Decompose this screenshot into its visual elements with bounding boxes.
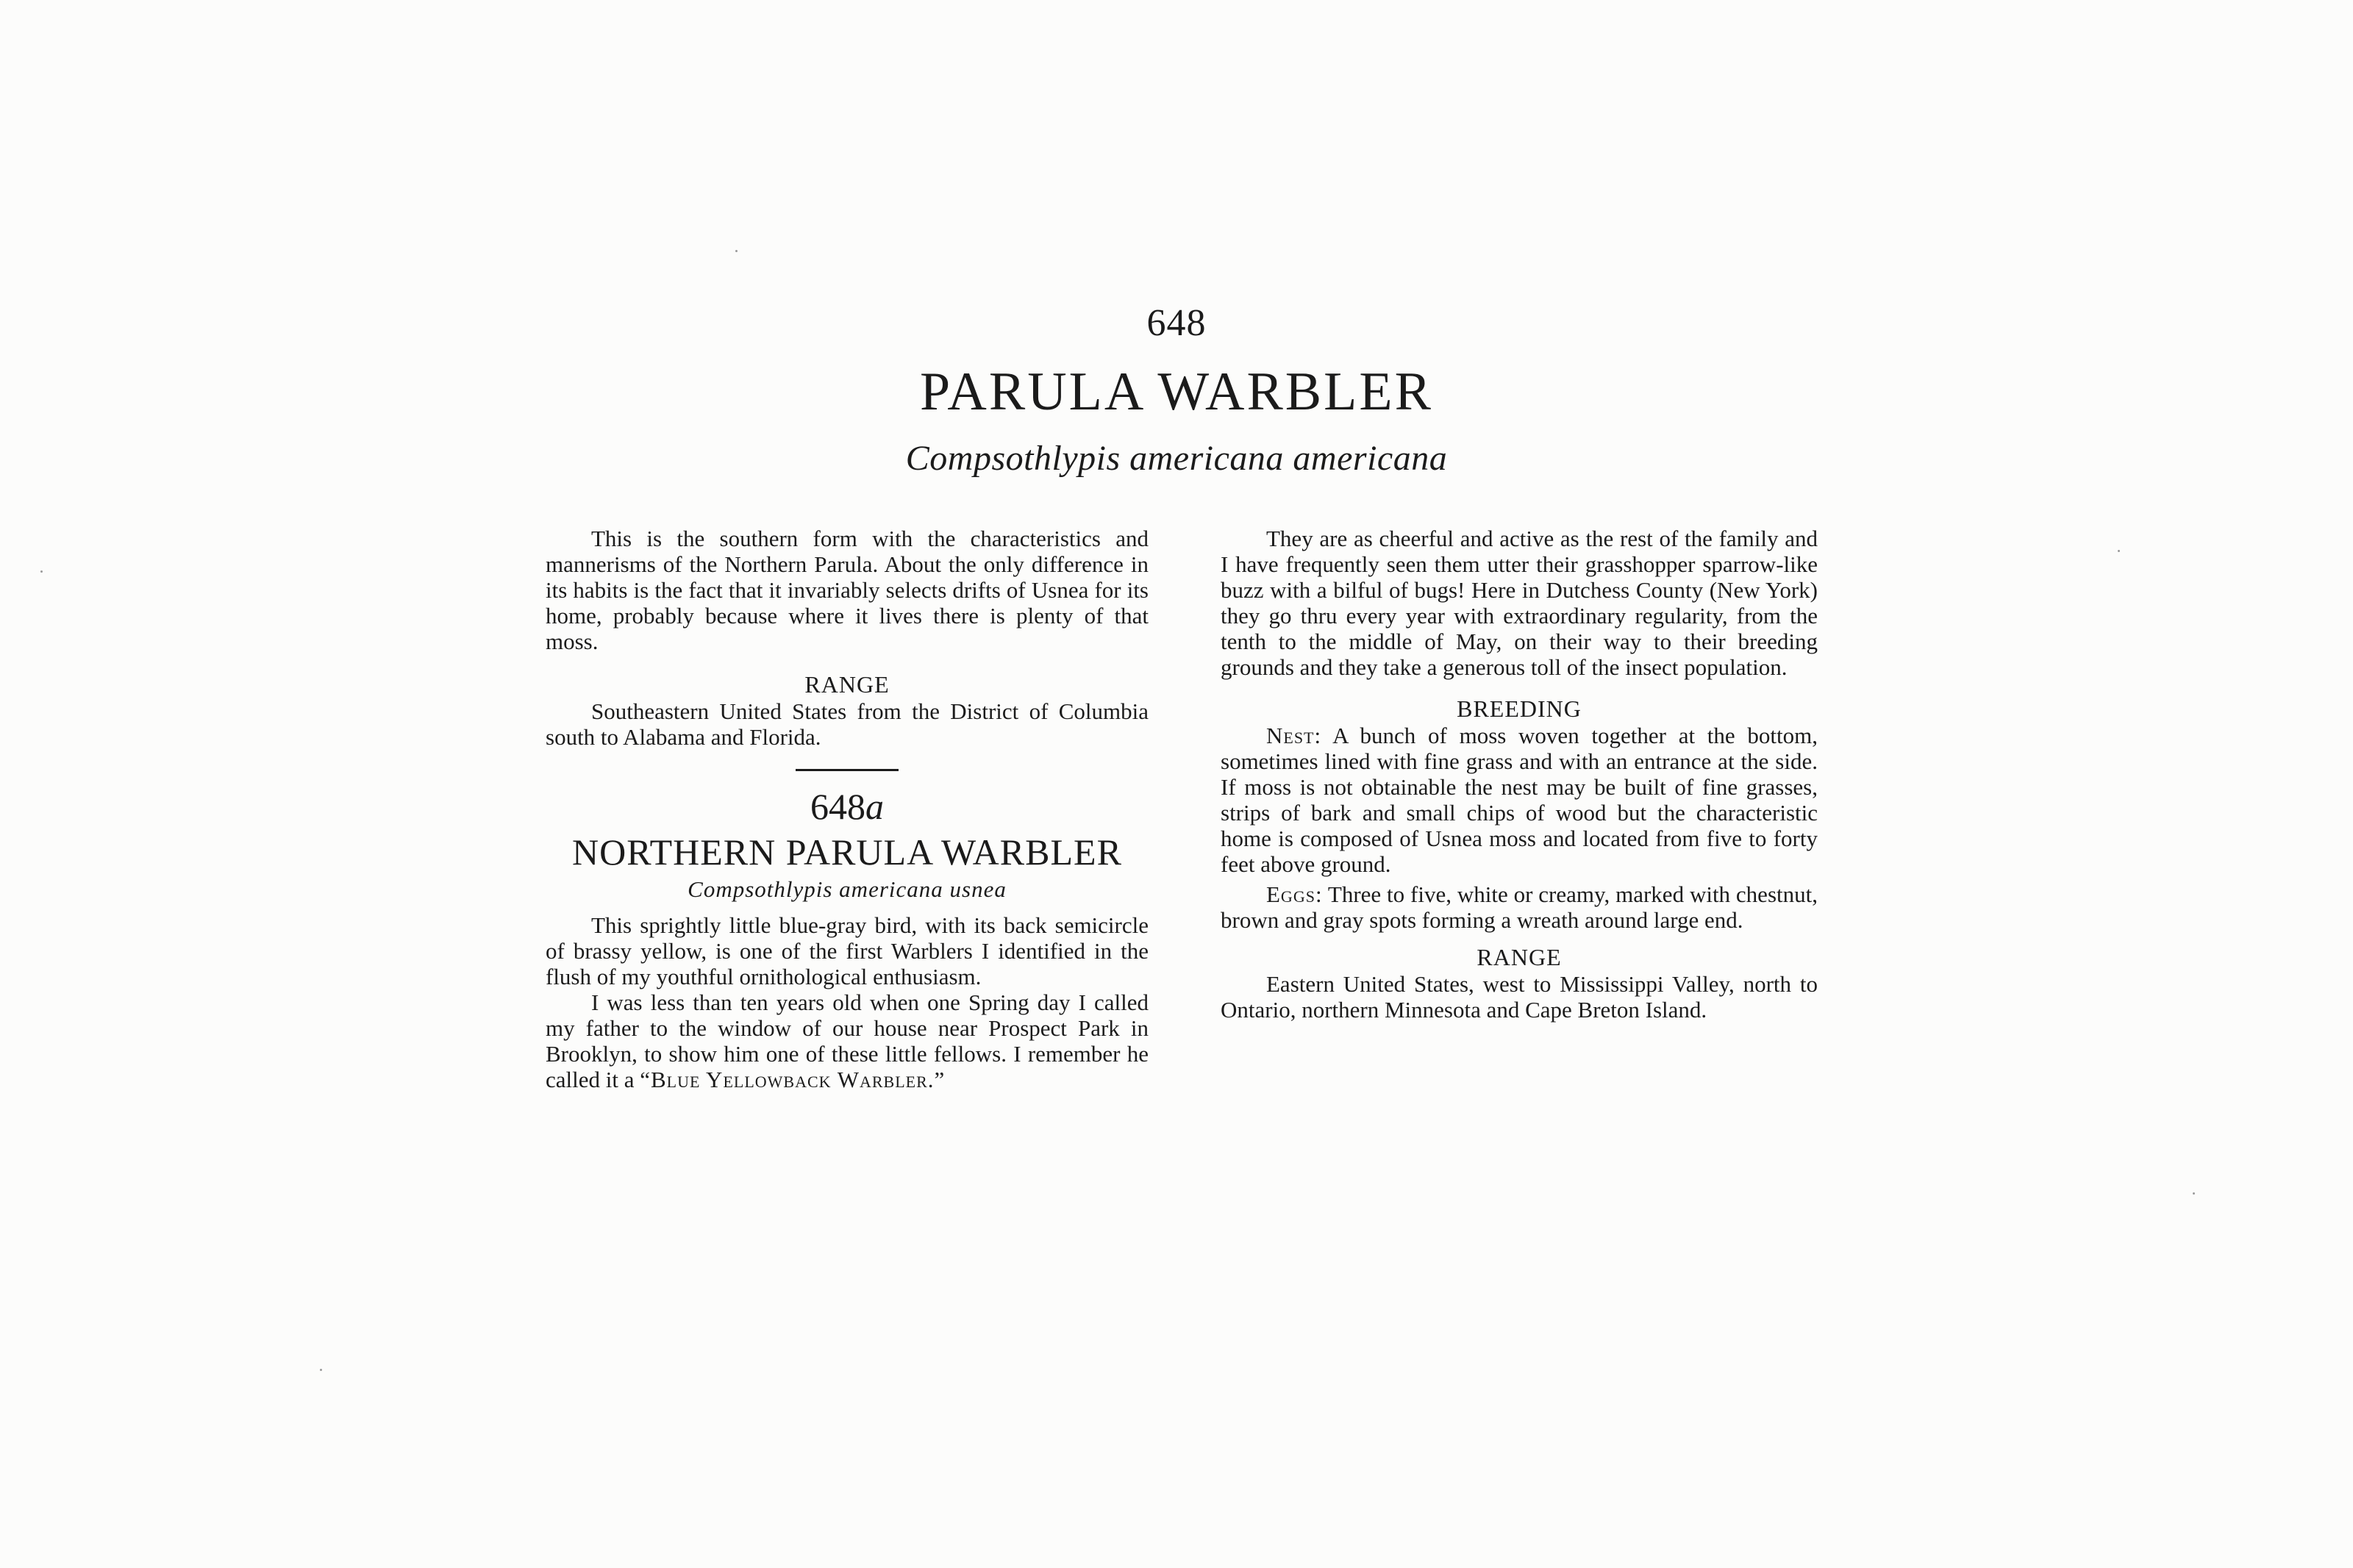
paper-speck xyxy=(2118,550,2120,552)
right-column xyxy=(1221,526,1818,1023)
paper-speck xyxy=(40,570,43,573)
range-text-parula: Southeastern United States from the District of Columbia south to Alabama and Florida. xyxy=(546,698,1149,750)
range-text-northern: Eastern United States, west to Mississippi Valley, north to Ontario, northern Minnesota and Cape Breton Island. xyxy=(1221,971,1818,1023)
paper-speck xyxy=(735,250,738,252)
nest-label: Nest: xyxy=(1266,723,1322,748)
range-heading-parula: RANGE xyxy=(804,671,890,698)
subspecies-number-suffix: a xyxy=(865,786,884,827)
paper-speck xyxy=(320,1369,322,1371)
range-heading-northern: RANGE xyxy=(1477,944,1562,970)
nest-text: A bunch of moss woven together at the bottom, sometimes lined with fine grass and with an entrance at the side. If moss is not obtainable the nest may be built of fine grasses, strips of bark and small chips of wood but the characteristic home is composed of Usnea moss and located from five to forty feet above ground. xyxy=(1221,723,1818,877)
scientific-name: Compsothlypis americana americana xyxy=(905,439,1448,478)
nest-paragraph xyxy=(1221,723,1818,877)
paper-speck xyxy=(2193,1192,2195,1195)
northern-parula-paragraph-2 xyxy=(546,989,1149,1092)
breeding-heading: BREEDING xyxy=(1457,695,1582,722)
subspecies-number-main: 648 xyxy=(810,786,865,827)
behavior-paragraph: They are as cheerful and active as the rest of the family and I have frequently seen them utter their grasshopper sparrow-like buzz with a bilful of bugs! Here in Dutchess County (New York) they go thru every year with extraordinary regularity, from the tenth to the middle of May, on their way to their breeding grounds and they take a generous toll of the insect population. xyxy=(1221,526,1818,680)
northern-parula-paragraph-1: This sprightly little blue-gray bird, with its back semicircle of brassy yellow, is one of the first Warblers I identified in the flush of my youthful ornithological enthusiasm. xyxy=(546,912,1149,989)
left-column xyxy=(546,526,1149,1092)
page-title: PARULA WARBLER xyxy=(920,362,1433,422)
eggs-text: Three to five, white or creamy, marked with chestnut, brown and gray spots forming a wreath around large end. xyxy=(1221,881,1818,933)
page-number: 648 xyxy=(1146,302,1207,344)
subspecies-scientific-name: Compsothlypis americana usnea xyxy=(688,876,1007,902)
paragraph-2-quote: “Blue Yellowback Warbler.” xyxy=(640,1067,946,1092)
eggs-paragraph xyxy=(1221,881,1818,933)
intro-paragraph: This is the southern form with the characteristics and mannerisms of the Northern Parula. About the only difference in its habits is the fact that it invariably selects drifts of Usnea for its home, probably because where it lives there is plenty of that moss. xyxy=(546,526,1149,654)
subspecies-title: NORTHERN PARULA WARBLER xyxy=(572,831,1122,873)
paragraph-2-text: I was less than ten years old when one Spring day I called my father to the window of our house near Prospect Park in Brooklyn, to show him one of these little fellows. I remember he called it a xyxy=(546,989,1149,1092)
subspecies-number xyxy=(546,784,1149,828)
eggs-label: Eggs: xyxy=(1266,881,1323,907)
